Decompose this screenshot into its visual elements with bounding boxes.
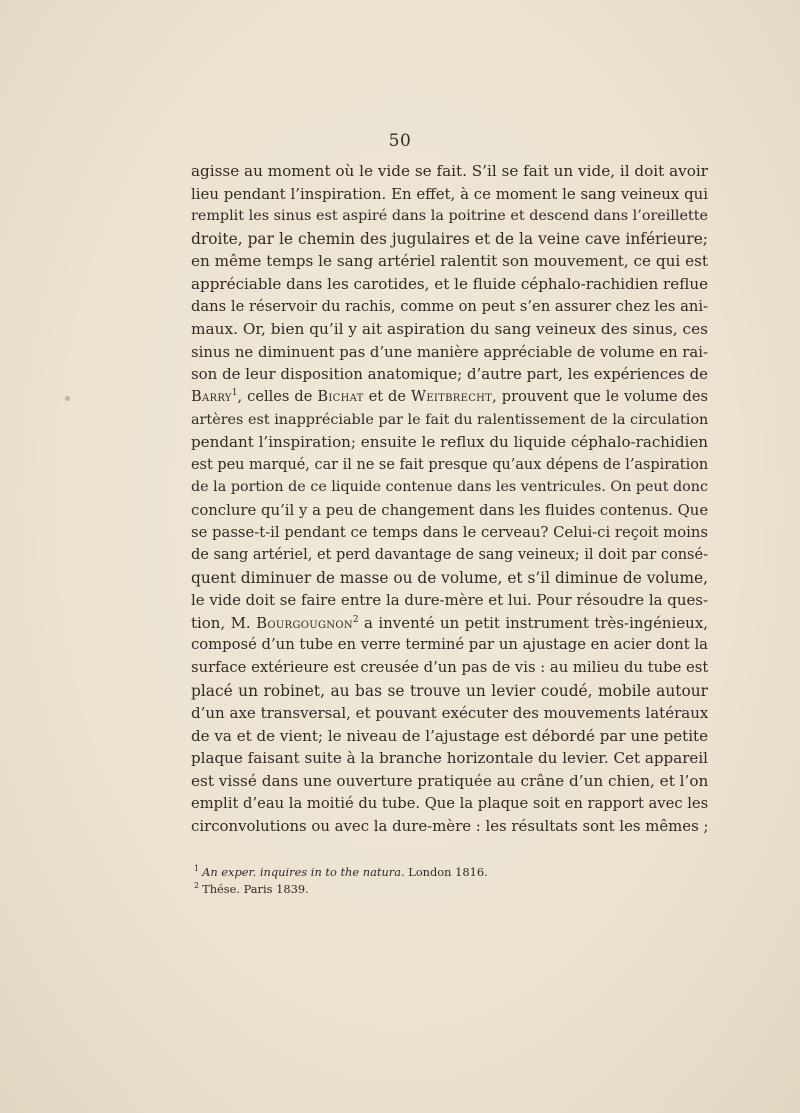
text-line: est vissé dans une ouverture pratiquée au crâne d’un chien, et l’on: [191, 772, 709, 791]
author-name-weitbrecht: Weitbrecht: [411, 387, 493, 405]
text-line: lieu pendant l’inspiration. En effet, à ce moment le sang veineux qui: [191, 184, 708, 203]
text-line: dans le réservoir du rachis, comme on peut s’en assurer chez les ani-: [191, 297, 708, 315]
text-line: circonvolutions ou avec la dure-mère : les résultats sont les mêmes ;: [191, 817, 709, 836]
footnote-2: [194, 881, 709, 898]
text-line: son de leur disposition anatomique; d’autre part, les expériences de: [191, 365, 708, 384]
text-line: plaque faisant suite à la branche horizontale du levier. Cet appareil: [191, 749, 708, 768]
body-text: [191, 160, 708, 838]
footnotes: [194, 864, 709, 898]
text-line-with-names: [191, 612, 708, 635]
footnote-ref-2: 2: [352, 614, 359, 625]
text-line: de sang artériel, et perd davantage de sang veineux; il doit par consé-: [191, 547, 708, 564]
footnote-ref-1: 1: [231, 388, 238, 399]
text-line: de la portion de ce liquide contenue dans les ventricules. On peut donc: [191, 479, 708, 496]
text-line: appréciable dans les carotides, et le fluide céphalo-rachidien reflue: [191, 274, 709, 293]
text-line: composé d’un tube en verre terminé par un ajustage en acier dont la: [191, 636, 708, 654]
line-prefix: tion, M.: [191, 613, 257, 632]
text-line: remplit les sinus est aspiré dans la poitrine et descend dans l’oreillette: [191, 208, 708, 225]
text-line-with-names: [191, 386, 708, 409]
footnote-title: An exper. inquires in to the natura.: [202, 865, 405, 879]
text-line: maux. Or, bien qu’il y ait aspiration du sang veineux des sinus, ces: [191, 320, 708, 339]
text-line: pendant l’inspiration; ensuite le reflux du liquide céphalo-rachidien: [191, 433, 708, 452]
author-name-barry: Barry: [191, 387, 232, 405]
text-line: d’un axe transversal, et pouvant exécuter des mouvements latéraux: [191, 704, 709, 723]
text-line: sinus ne diminuent pas d’une manière appréciable de volume en rai-: [191, 342, 708, 361]
text-line: quent diminuer de masse ou de volume, et s’il diminue de volume,: [191, 568, 708, 587]
text-line: artères est inappréciable par le fait du ralentissement de la circulation: [191, 411, 709, 428]
line-segment: et de: [363, 387, 412, 405]
text-line: en même temps le sang artériel ralentit son mouvement, ce qui est: [191, 252, 708, 271]
text-line: se passe-t-il pendant ce temps dans le cerveau? Celui-ci reçoit moins: [191, 523, 708, 541]
text-line: le vide doit se faire entre la dure-mère et lui. Pour résoudre la ques-: [191, 591, 708, 610]
footnote-mark: 1: [194, 864, 200, 874]
text-line: agisse au moment où le vide se fait. S’il se fait un vide, il doit avoir: [191, 162, 708, 180]
footnote-1: [194, 864, 709, 881]
text-line: surface extérieure est creusée d’un pas de vis : au milieu du tube est: [191, 659, 709, 677]
line-segment: , prouvent que le volume des: [492, 387, 708, 405]
author-name-bourgougnon: Bourgougnon: [256, 613, 353, 632]
footnote-text: London 1816.: [404, 865, 488, 879]
text-line: emplit d’eau la moitié du tube. Que la plaque soit en rapport avec les: [191, 794, 709, 812]
footnote-mark: 2: [194, 881, 200, 891]
text-line: placé un robinet, au bas se trouve un levier coudé, mobile autour: [191, 681, 708, 700]
text-line: conclure qu’il y a peu de changement dans les fluides contenus. Que: [191, 500, 709, 519]
author-name-bichat: Bichat: [317, 387, 364, 405]
footnote-text: Thése. Paris 1839.: [202, 882, 309, 896]
line-segment: a inventé un petit instrument très-ingénieux,: [358, 613, 709, 632]
text-line: droite, par le chemin des jugulaires et de la veine cave inférieure;: [191, 229, 708, 248]
paper-speck: [65, 396, 70, 401]
line-segment: , celles de: [237, 387, 318, 405]
text-line: de va et de vient; le niveau de l’ajustage est débordé par une petite: [191, 726, 708, 745]
text-line: est peu marqué, car il ne se fait presque qu’aux dépens de l’aspiration: [191, 456, 709, 473]
page-number: 50: [388, 131, 412, 151]
